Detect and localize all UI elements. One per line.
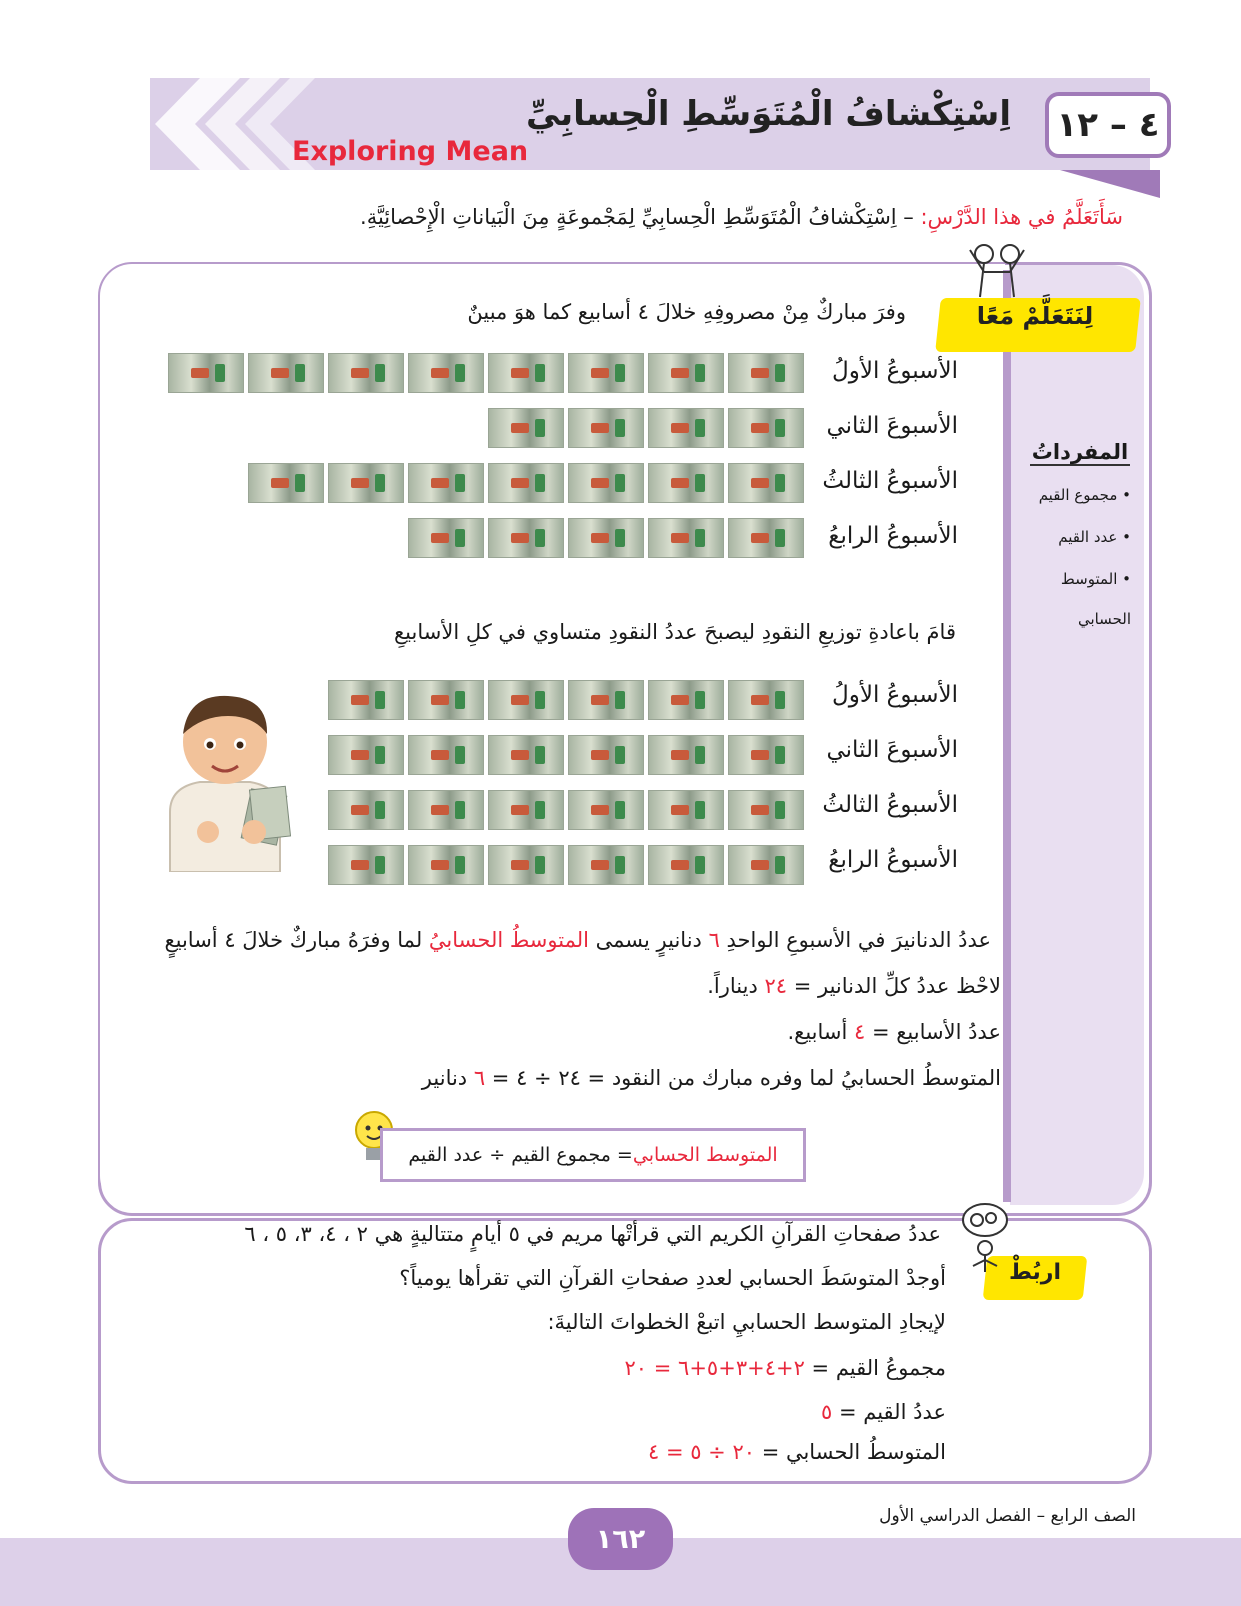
banknote (728, 680, 804, 720)
banknote (648, 353, 724, 393)
text-span: عددُ الأسابيع = (865, 1020, 1001, 1044)
banknote (728, 463, 804, 503)
week-4-notes-after (328, 845, 804, 885)
banknote (408, 353, 484, 393)
banknote (568, 353, 644, 393)
banknote (728, 790, 804, 830)
banknote (648, 518, 724, 558)
text-span: مجموعُ القيم = (804, 1356, 946, 1380)
week-4-notes (408, 518, 804, 558)
highlight-number: ٦ (708, 928, 720, 952)
page-title-en: Exploring Mean (292, 136, 529, 167)
banknote (648, 845, 724, 885)
highlight-number: ٥ (821, 1400, 833, 1424)
banknote (648, 735, 724, 775)
banknote (408, 735, 484, 775)
week-1-label: الأسبوعُ الأولُ (832, 358, 958, 384)
banknote (728, 353, 804, 393)
banknote (728, 408, 804, 448)
highlight-number: ٦ (473, 1066, 486, 1090)
stick-figures-icon (962, 242, 1032, 302)
formula-term: المتوسط الحسابي (632, 1144, 778, 1166)
text-span: دنانيرٍ يسمى (588, 928, 709, 952)
vocabulary-item: • عدد القيم (1058, 528, 1131, 546)
banknote (488, 735, 564, 775)
banknote (648, 790, 724, 830)
week-4-label: الأسبوعُ الرابعُ (828, 523, 958, 549)
connect-label: اربُطْ (1008, 1260, 1062, 1285)
banknote (248, 353, 324, 393)
lesson-number: ٤ – ١٢ (1045, 92, 1171, 158)
highlight-number: ٢٤ (764, 974, 788, 998)
text-span: أسابيع. (787, 1020, 855, 1044)
mean-result-line (648, 1440, 946, 1464)
banknote (728, 845, 804, 885)
formula-rest: = مجموع القيم ÷ عدد القيم (408, 1144, 633, 1166)
banknote (568, 680, 644, 720)
text-span: دنانير (421, 1066, 474, 1090)
banknote (568, 845, 644, 885)
banknote (248, 463, 324, 503)
banknote (408, 790, 484, 830)
banknote (728, 518, 804, 558)
objective-text: – اِسْتِكْشافُ الْمُتَوَسِّطِ الْحِسابِيِّ لِمَجْموعَةٍ مِنَ الْبَياناتِ الْإِحْصائِيَّةِ. (360, 205, 921, 229)
text-span: عددُ القيم = (832, 1400, 946, 1424)
connect-problem-line2: أوجدْ المتوسَطَ الحسابي لعددِ صفحاتِ القرآنِ التي تقرأها يومياً؟ (399, 1266, 946, 1290)
banknote (488, 353, 564, 393)
highlight-term: المتوسطُ الحسابيُ (428, 928, 589, 952)
banknote (568, 463, 644, 503)
page-number: ١٦٢ (568, 1508, 673, 1570)
redistribute-text: قامَ باعادةِ توزيعِ النقودِ ليصبحَ عددُ النقودِ متساوي في كلِ الأسابيعِ (393, 620, 956, 644)
connect-steps-intro: لإيجادِ المتوسط الحسابيِ اتبعْ الخطواتَ التاليةَ: (547, 1310, 946, 1334)
highlight-number: ٢٠ ÷ ٥ = ٤ (647, 1440, 756, 1464)
week-3-label: الأسبوعُ الثالثُ (822, 468, 958, 494)
vocabulary-item: • مجموع القيم (1038, 486, 1131, 504)
learn-together-label: لِنَتَعَلَّمْ مَعًا (976, 302, 1094, 330)
text-span: عددُ الدنانيرَ في الأسبوعِ الواحدِ (719, 928, 991, 952)
text-span: ديناراً. (707, 974, 765, 998)
banknote (488, 518, 564, 558)
banknote (648, 680, 724, 720)
week-3-label-after: الأسبوعُ الثالثُ (822, 792, 958, 818)
banknote (488, 463, 564, 503)
banknote (488, 790, 564, 830)
banknote (328, 463, 404, 503)
banknote (328, 790, 404, 830)
banknote (648, 408, 724, 448)
lesson-objective (360, 205, 1123, 229)
banknote (408, 463, 484, 503)
week-4-label-after: الأسبوعُ الرابعُ (828, 847, 958, 873)
banknote (568, 790, 644, 830)
footer-text: الصف الرابع – الفصل الدراسي الأول (879, 1506, 1136, 1526)
mean-formula-box (380, 1128, 806, 1182)
week-1-label-after: الأسبوعُ الأولُ (832, 682, 958, 708)
week-1-notes-after (328, 680, 804, 720)
banknote (648, 463, 724, 503)
boy-holding-money-illustration (150, 672, 300, 872)
banknote (328, 353, 404, 393)
banknote (328, 845, 404, 885)
week-2-label: الأسبوعَ الثاني (826, 413, 958, 439)
page-title: اِسْتِكْشافُ الْمُتَوَسِّطِ الْحِسابِيِّ (526, 94, 1011, 134)
vocabulary-item: الحسابي (1077, 610, 1131, 628)
mean-definition-text (164, 928, 991, 952)
week-1-notes (168, 353, 804, 393)
banknote (568, 735, 644, 775)
thinking-gears-icon (955, 1200, 1013, 1280)
banknote (488, 408, 564, 448)
intro-text: وفرَ مباركٌ مِنْ مصروفِهِ خلالَ ٤ أسابيع كما هوَ مبينٌ (467, 300, 906, 324)
banknote (728, 735, 804, 775)
banknote (328, 680, 404, 720)
week-3-notes-after (328, 790, 804, 830)
connect-problem-line1: عددُ صفحاتِ القرآنِ الكريم التي قرأتْها مريم في ٥ أيامٍ متتاليةٍ هي ٢ ، ٤، ٣، ٥ ، ٦ (244, 1222, 941, 1246)
weeks-count-line (787, 1020, 1001, 1044)
mean-calculation-line (422, 1066, 1001, 1090)
text-span: لاحْظ عددُ كلِّ الدنانير = (787, 974, 1001, 998)
highlight-number: ٢+٤+٣+٥+٦ = ٢٠ (624, 1356, 805, 1380)
week-2-notes-after (328, 735, 804, 775)
highlight-number: ٤ (854, 1020, 866, 1044)
banknote (408, 845, 484, 885)
vocabulary-item: • المتوسط (1060, 570, 1131, 588)
panel-divider (1003, 270, 1011, 1202)
banknote (408, 518, 484, 558)
banknote (568, 408, 644, 448)
text-span: لما وفرَهُ مباركٌ خلالَ ٤ أسابيعٍ (164, 928, 429, 952)
banknote (168, 353, 244, 393)
week-2-label-after: الأسبوعَ الثاني (826, 737, 958, 763)
banknote (408, 680, 484, 720)
banknote (488, 680, 564, 720)
text-span: المتوسطُ الحسابي = (755, 1440, 946, 1464)
vocabulary-title: المفرداتُ (1031, 440, 1129, 464)
objective-label: سَأَتَعَلَّمُ في هذا الدَّرْسِ: (920, 205, 1123, 229)
total-dinars-line (707, 974, 1001, 998)
sum-of-values-line (625, 1356, 946, 1380)
vocabulary-sidebar (1010, 265, 1144, 1205)
header-fold (1000, 170, 1160, 200)
banknote (328, 735, 404, 775)
text-span: المتوسطُ الحسابيُ لما وفره مبارك من النقود = ٢٤ ÷ ٤ = (485, 1066, 1001, 1090)
week-3-notes (248, 463, 804, 503)
banknote (568, 518, 644, 558)
week-2-notes (488, 408, 804, 448)
count-of-values-line (821, 1400, 946, 1424)
banknote (488, 845, 564, 885)
